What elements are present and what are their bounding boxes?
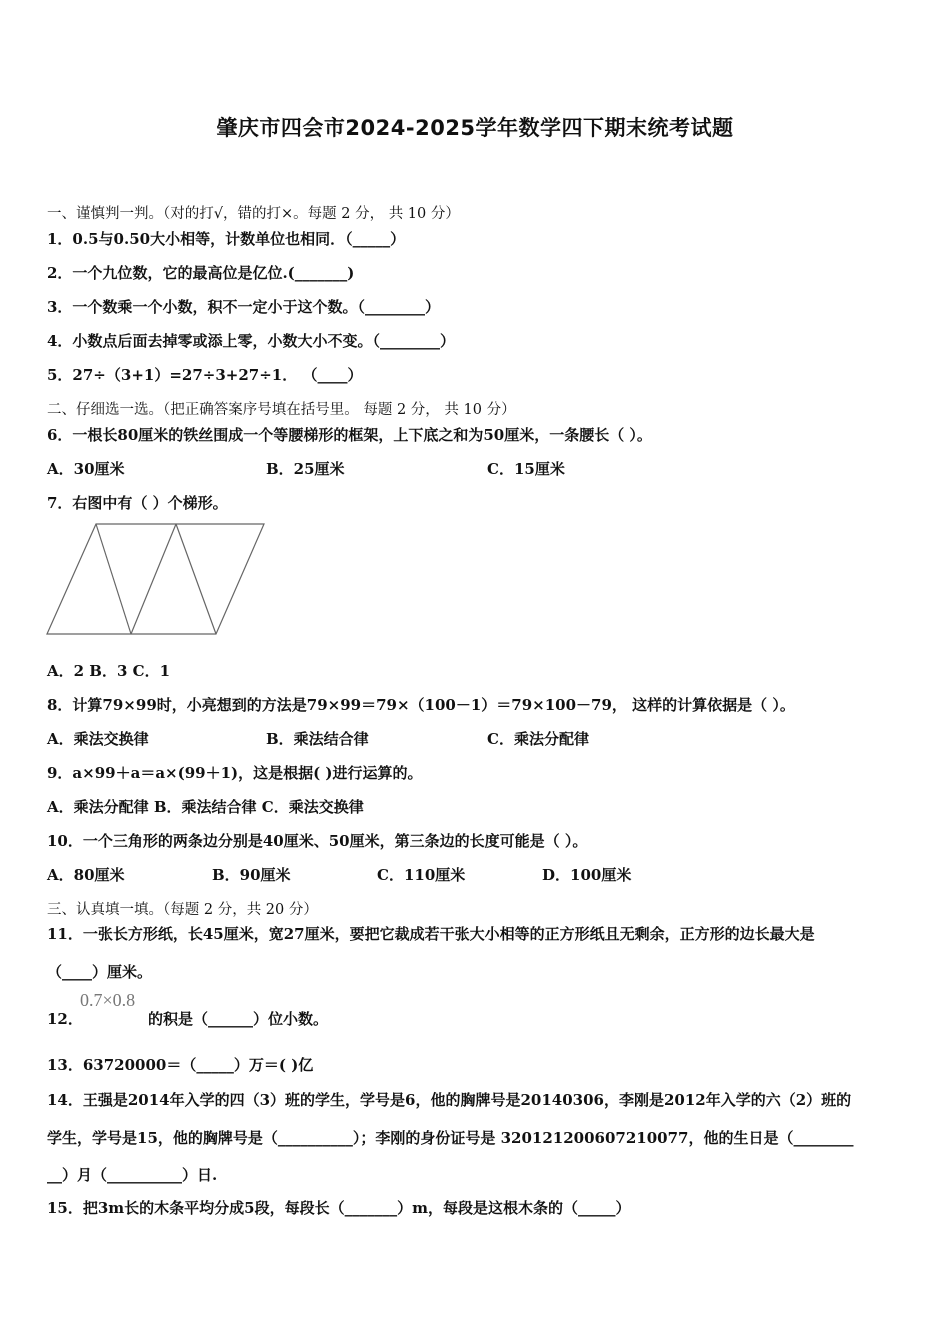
question-12-number: 12． xyxy=(47,1010,83,1028)
question-8-option-a: A．乘法交换律 xyxy=(47,730,149,748)
figure-line-3 xyxy=(176,524,216,634)
question-3: 3．一个数乘一个小数，积不一定小于这个数。（________） xyxy=(47,298,440,316)
question-8-option-b: B．乘法结合律 xyxy=(266,730,369,748)
question-9-options: A．乘法分配律 B．乘法结合律 C．乘法交换律 xyxy=(47,798,364,816)
section-3-header: 三、认真填一填。（每题 2 分，共 20 分） xyxy=(47,902,318,918)
question-6-option-a: A．30厘米 xyxy=(47,460,125,478)
question-6-option-c: C．15厘米 xyxy=(487,460,565,478)
question-14-line-2: 学生，学号是15，他的胸牌号是（__________）；李刚的身份证号是 320121200607210077，他的生日是（________ xyxy=(47,1129,854,1147)
figure-line-1 xyxy=(96,524,131,634)
section-1-header: 一、谨慎判一判。（对的打√，错的打×。每题 2 分， 共 10 分） xyxy=(47,206,460,222)
question-12-math-expression: 0.7×0.8 xyxy=(80,990,136,1010)
question-10: 10．一个三角形的两条边分别是40厘米、50厘米，第三条边的长度可能是（ ）。 xyxy=(47,832,588,850)
question-12-text: 的积是（______）位小数。 xyxy=(148,1010,329,1028)
page-title: 肇庆市四会市2024-2025学年数学四下期末统考试题 xyxy=(216,116,734,140)
question-7-options: A．2 B．3 C．1 xyxy=(47,662,171,680)
question-14-line-3: __）月（__________）日. xyxy=(47,1166,218,1184)
question-4: 4．小数点后面去掉零或添上零，小数大小不变。（________） xyxy=(47,332,455,350)
question-6-option-b: B．25厘米 xyxy=(266,460,345,478)
question-10-option-a: A．80厘米 xyxy=(47,866,125,884)
question-1: 1．0.5与0.50大小相等，计数单位也相同．（_____） xyxy=(47,230,406,248)
question-7: 7．右图中有（ ）个梯形。 xyxy=(47,494,228,512)
question-2: 2．一个九位数，它的最高位是亿位.(_______) xyxy=(47,264,355,282)
question-8-option-c: C．乘法分配律 xyxy=(487,730,589,748)
question-15: 15．把3m长的木条平均分成5段，每段长（_______）m，每段是这根木条的（_____） xyxy=(47,1199,631,1217)
figure-outline xyxy=(47,524,264,634)
question-14-line-1: 14．王强是2014年入学的四（3）班的学生，学号是6，他的胸牌号是20140306，李刚是2012年入学的六（2）班的 xyxy=(47,1091,852,1109)
question-6: 6．一根长80厘米的铁丝围成一个等腰梯形的框架，上下底之和为50厘米，一条腰长（ ）。 xyxy=(47,426,652,444)
question-11-line-2: （____）厘米。 xyxy=(47,963,153,981)
question-11-line-1: 11．一张长方形纸，长45厘米，宽27厘米，要把它裁成若干张大小相等的正方形纸且无剩余，正方形的边长最大是 xyxy=(47,925,815,943)
question-9: 9．a×99＋a＝a×(99＋1)，这是根据( )进行运算的。 xyxy=(47,764,423,782)
figure-line-2 xyxy=(131,524,176,634)
section-2-header: 二、仔细选一选。（把正确答案序号填在括号里。 每题 2 分， 共 10 分） xyxy=(47,402,516,418)
question-10-option-c: C．110厘米 xyxy=(377,866,466,884)
question-10-option-d: D．100厘米 xyxy=(542,866,632,884)
question-13: 13．63720000＝（_____）万＝( )亿 xyxy=(47,1056,314,1074)
question-8: 8．计算79×99时，小亮想到的方法是79×99＝79×（100－1）＝79×100－79， 这样的计算依据是（ ）。 xyxy=(47,696,795,714)
question-5: 5．27÷（3+1）=27÷3+27÷1． （____） xyxy=(47,366,363,384)
question-10-option-b: B．90厘米 xyxy=(212,866,291,884)
trapezoid-figure xyxy=(44,520,270,638)
